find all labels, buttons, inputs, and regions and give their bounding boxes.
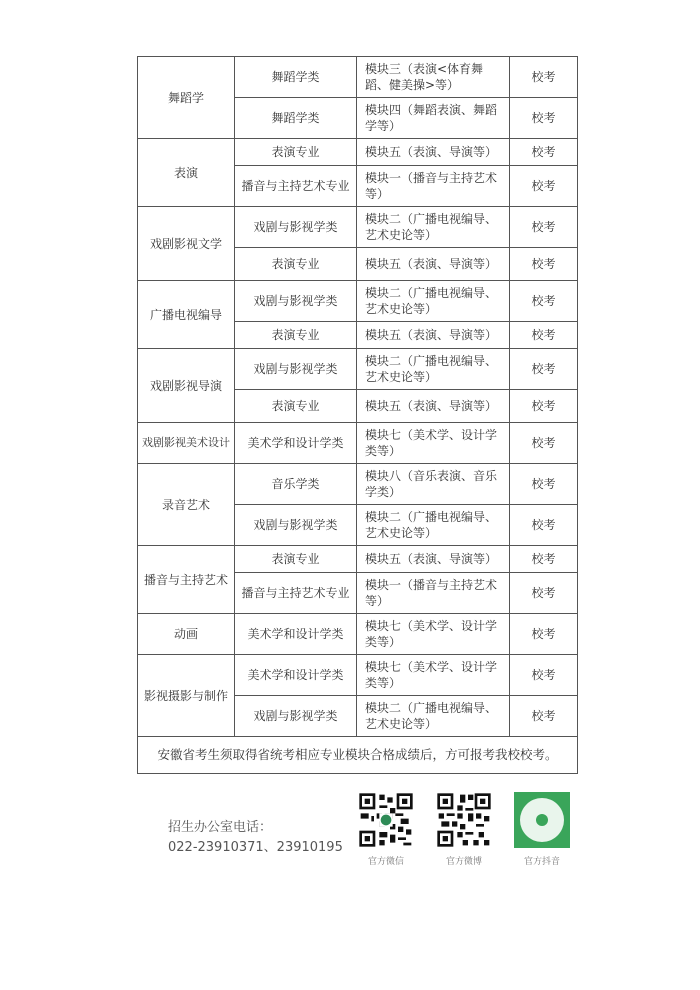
category-cell: 戏剧与影视学类 xyxy=(235,207,357,248)
major-cell: 影视摄影与制作 xyxy=(138,655,235,737)
qr-caption-weibo: 官方微博 xyxy=(445,857,482,867)
category-cell: 舞蹈学类 xyxy=(235,98,357,139)
category-cell: 音乐学类 xyxy=(235,464,357,505)
table-row xyxy=(138,614,578,655)
category-cell: 播音与主持艺术专业 xyxy=(235,573,357,614)
school-seal-icon[interactable] xyxy=(514,792,570,848)
exam-cell: 校考 xyxy=(510,166,578,207)
exam-cell: 校考 xyxy=(510,322,578,349)
exam-cell: 校考 xyxy=(510,464,578,505)
module-cell: 模块七（美术学、设计学类等） xyxy=(357,655,510,696)
category-cell: 戏剧与影视学类 xyxy=(235,349,357,390)
table-row xyxy=(138,207,578,248)
table-row xyxy=(138,139,578,166)
contact-label: 招生办公室电话： xyxy=(168,820,273,835)
qr-code-icon[interactable] xyxy=(436,792,492,848)
exam-cell: 校考 xyxy=(510,573,578,614)
category-cell: 播音与主持艺术专业 xyxy=(235,166,357,207)
category-cell: 表演专业 xyxy=(235,248,357,281)
category-cell: 戏剧与影视学类 xyxy=(235,505,357,546)
module-cell: 模块四（舞蹈表演、舞蹈学等） xyxy=(357,98,510,139)
exam-cell: 校考 xyxy=(510,349,578,390)
module-cell: 模块八（音乐表演、音乐学类） xyxy=(357,464,510,505)
table-row xyxy=(138,655,578,696)
major-cell: 表演 xyxy=(138,139,235,207)
qr-code-icon[interactable] xyxy=(358,792,414,848)
note-text: 安徽省考生须取得省统考相应专业模块合格成绩后，方可报考我校校考。 xyxy=(138,737,578,774)
table-row xyxy=(138,464,578,505)
major-cell: 录音艺术 xyxy=(138,464,235,546)
exam-cell: 校考 xyxy=(510,655,578,696)
table-row xyxy=(138,349,578,390)
category-cell: 美术学和设计学类 xyxy=(235,655,357,696)
qr-caption-douyin: 官方抖音 xyxy=(523,857,560,867)
table-row xyxy=(138,57,578,98)
table-row xyxy=(138,281,578,322)
major-cell: 播音与主持艺术 xyxy=(138,546,235,614)
exam-cell: 校考 xyxy=(510,614,578,655)
exam-cell: 校考 xyxy=(510,139,578,166)
category-cell: 戏剧与影视学类 xyxy=(235,281,357,322)
footer xyxy=(140,790,580,870)
module-cell: 模块二（广播电视编导、艺术史论等） xyxy=(357,281,510,322)
exam-cell: 校考 xyxy=(510,207,578,248)
category-cell: 表演专业 xyxy=(235,322,357,349)
module-cell: 模块七（美术学、设计学类等） xyxy=(357,614,510,655)
module-cell: 模块五（表演、导演等） xyxy=(357,546,510,573)
table-row xyxy=(138,423,578,464)
module-cell: 模块五（表演、导演等） xyxy=(357,248,510,281)
exam-cell: 校考 xyxy=(510,98,578,139)
note-row xyxy=(138,737,578,774)
major-cell: 戏剧影视美术设计 xyxy=(138,423,235,464)
exam-cell: 校考 xyxy=(510,423,578,464)
module-cell: 模块二（广播电视编导、艺术史论等） xyxy=(357,207,510,248)
module-cell: 模块五（表演、导演等） xyxy=(357,390,510,423)
qr-caption-wechat: 官方微信 xyxy=(367,857,404,867)
exam-cell: 校考 xyxy=(510,505,578,546)
module-cell: 模块一（播音与主持艺术等） xyxy=(357,166,510,207)
category-cell: 美术学和设计学类 xyxy=(235,614,357,655)
exam-cell: 校考 xyxy=(510,390,578,423)
table-row xyxy=(138,546,578,573)
major-cell: 动画 xyxy=(138,614,235,655)
module-cell: 模块二（广播电视编导、艺术史论等） xyxy=(357,349,510,390)
exam-cell: 校考 xyxy=(510,696,578,737)
module-cell: 模块五（表演、导演等） xyxy=(357,139,510,166)
exam-cell: 校考 xyxy=(510,248,578,281)
major-cell: 戏剧影视导演 xyxy=(138,349,235,423)
exam-cell: 校考 xyxy=(510,57,578,98)
exam-cell: 校考 xyxy=(510,281,578,322)
category-cell: 表演专业 xyxy=(235,390,357,423)
exam-cell: 校考 xyxy=(510,546,578,573)
admission-table xyxy=(137,56,578,774)
major-cell: 戏剧影视文学 xyxy=(138,207,235,281)
contact-info xyxy=(168,818,343,858)
module-cell: 模块七（美术学、设计学类等） xyxy=(357,423,510,464)
category-cell: 表演专业 xyxy=(235,139,357,166)
category-cell: 表演专业 xyxy=(235,546,357,573)
module-cell: 模块五（表演、导演等） xyxy=(357,322,510,349)
module-cell: 模块一（播音与主持艺术等） xyxy=(357,573,510,614)
category-cell: 舞蹈学类 xyxy=(235,57,357,98)
module-cell: 模块三（表演<体育舞蹈、健美操>等） xyxy=(357,57,510,98)
category-cell: 戏剧与影视学类 xyxy=(235,696,357,737)
module-cell: 模块二（广播电视编导、艺术史论等） xyxy=(357,505,510,546)
major-cell: 广播电视编导 xyxy=(138,281,235,349)
category-cell: 美术学和设计学类 xyxy=(235,423,357,464)
module-cell: 模块二（广播电视编导、艺术史论等） xyxy=(357,696,510,737)
major-cell: 舞蹈学 xyxy=(138,57,235,139)
contact-phones: 022-23910371、23910195 xyxy=(168,840,343,855)
